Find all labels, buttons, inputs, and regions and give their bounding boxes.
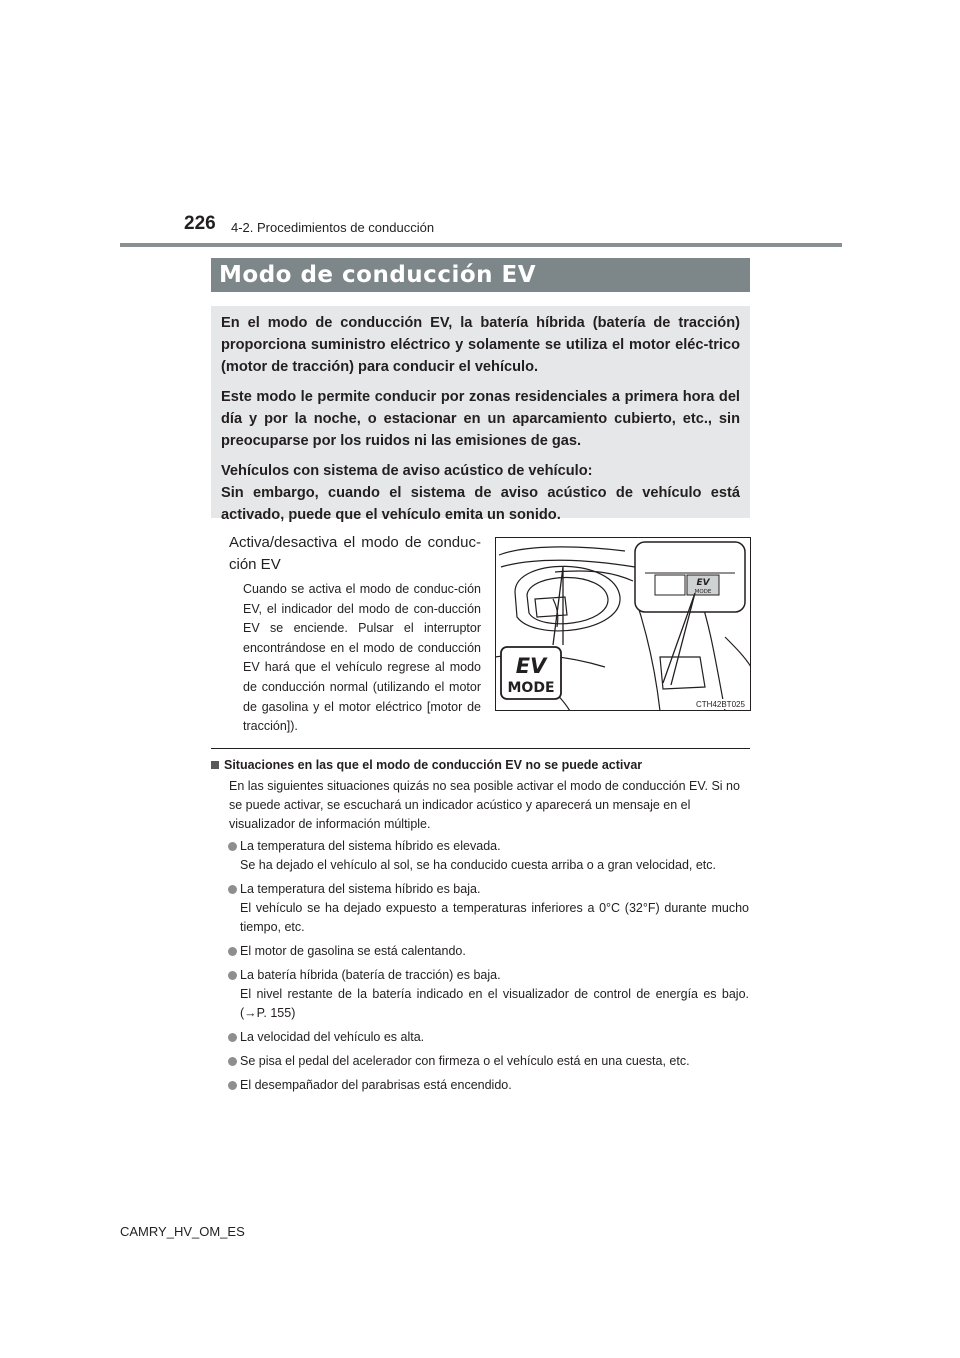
list-item-text: Se pisa el pedal del acelerador con firmeza o el vehículo está en una cuesta, etc.: [240, 1054, 690, 1068]
intro-paragraph-3-line-2: Sin embargo, cuando el sistema de aviso acústico de vehículo está activado, puede que el vehículo emita un sonido.: [221, 485, 740, 523]
list-item: [229, 1076, 749, 1095]
intro-paragraph-2: Este modo le permite conducir por zonas residenciales a primera hora del día y por la noche, o estacionar en un aparcamiento cubierto, etc., sin preocuparse por los ruidos ni las emisiones de gas.: [221, 389, 740, 449]
list-item: [229, 1028, 749, 1047]
bullet-dot-icon: [228, 842, 237, 851]
zoom-inset: [635, 542, 745, 612]
conditions-list: [229, 837, 749, 1100]
header-divider: [120, 243, 842, 247]
note-title: [211, 758, 642, 772]
list-item: [229, 837, 749, 875]
list-item: [229, 966, 749, 1023]
intro-paragraph-1: En el modo de conducción EV, la batería híbrida (batería de tracción) proporciona suministro eléctrico y solamente se utiliza el motor eléc-trico (motor de tracción) para conducir el vehículo.: [221, 315, 740, 375]
list-item-text: El motor de gasolina se está calentando.: [240, 944, 466, 958]
bullet-dot-icon: [228, 947, 237, 956]
square-bullet-icon: [211, 761, 219, 769]
list-item-text: El desempañador del parabrisas está encendido.: [240, 1078, 512, 1092]
bullet-dot-icon: [228, 1057, 237, 1066]
list-item-text: La velocidad del vehículo es alta.: [240, 1030, 425, 1044]
list-item-text: La temperatura del sistema híbrido es baja.: [240, 882, 481, 896]
inset-mode-label: MODE: [694, 589, 712, 595]
button-mode-label: MODE: [507, 680, 555, 696]
bullet-dot-icon: [228, 1033, 237, 1042]
list-item: [229, 1052, 749, 1071]
step-body: Cuando se activa el modo de conduc-ción EV, el indicador del modo de con-ducción EV se enciende. Pulsar el interruptor encontrándose en el modo de conducción EV hará que el vehículo regrese al modo de conducción normal (utilizando el motor de gasolina y el motor eléctrico [motor de tracción]).: [243, 582, 481, 734]
note-intro: En las siguientes situaciones quizás no sea posible activar el modo de conducción EV. Si no se puede activar, se escuchará un indicador acústico y aparecerá un mensaje en el visualizador de información múltiple.: [229, 779, 740, 831]
ev-mode-button-icon: [501, 647, 561, 699]
intro-box: [211, 306, 750, 523]
section-title: Modo de conducción EV: [211, 258, 750, 292]
inset-ev-label: EV: [696, 578, 710, 588]
bullet-dot-icon: [228, 971, 237, 980]
list-item-detail: Se ha dejado el vehículo al sol, se ha conducido cuesta arriba o a gran velocidad, etc.: [240, 858, 717, 872]
list-item-detail: El vehículo se ha dejado expuesto a temperaturas inferiores a 0°C (32°F) durante mucho tiempo, etc.: [240, 901, 749, 934]
list-item-text: La batería híbrida (batería de tracción) es baja.: [240, 968, 501, 982]
chapter-heading: 4-2. Procedimientos de conducción: [231, 220, 435, 235]
button-ev-label: EV: [515, 654, 547, 678]
bullet-dot-icon: [228, 885, 237, 894]
ev-mode-figure: [495, 537, 751, 711]
step-title: Activa/desactiva el modo de conduc-ción EV: [229, 534, 481, 573]
bullet-dot-icon: [228, 1081, 237, 1090]
list-item-detail: El nivel restante de la batería indicado en el visualizador de control de energía es bajo. (→P. 155): [240, 987, 749, 1020]
list-item-text: La temperatura del sistema híbrido es elevada.: [240, 839, 501, 853]
list-item: [229, 880, 749, 937]
page-number: 226: [184, 213, 216, 234]
intro-paragraph-3: [221, 460, 740, 526]
list-item: [229, 942, 749, 961]
figure-code: CTH42BT025: [696, 700, 745, 709]
footer-code: CAMRY_HV_OM_ES: [120, 1224, 245, 1239]
note-title-text: Situaciones en las que el modo de conducción EV no se puede activar: [224, 758, 643, 772]
section-divider: [211, 748, 750, 749]
intro-paragraph-3-line-1: Vehículos con sistema de aviso acústico de vehículo:: [221, 463, 593, 479]
